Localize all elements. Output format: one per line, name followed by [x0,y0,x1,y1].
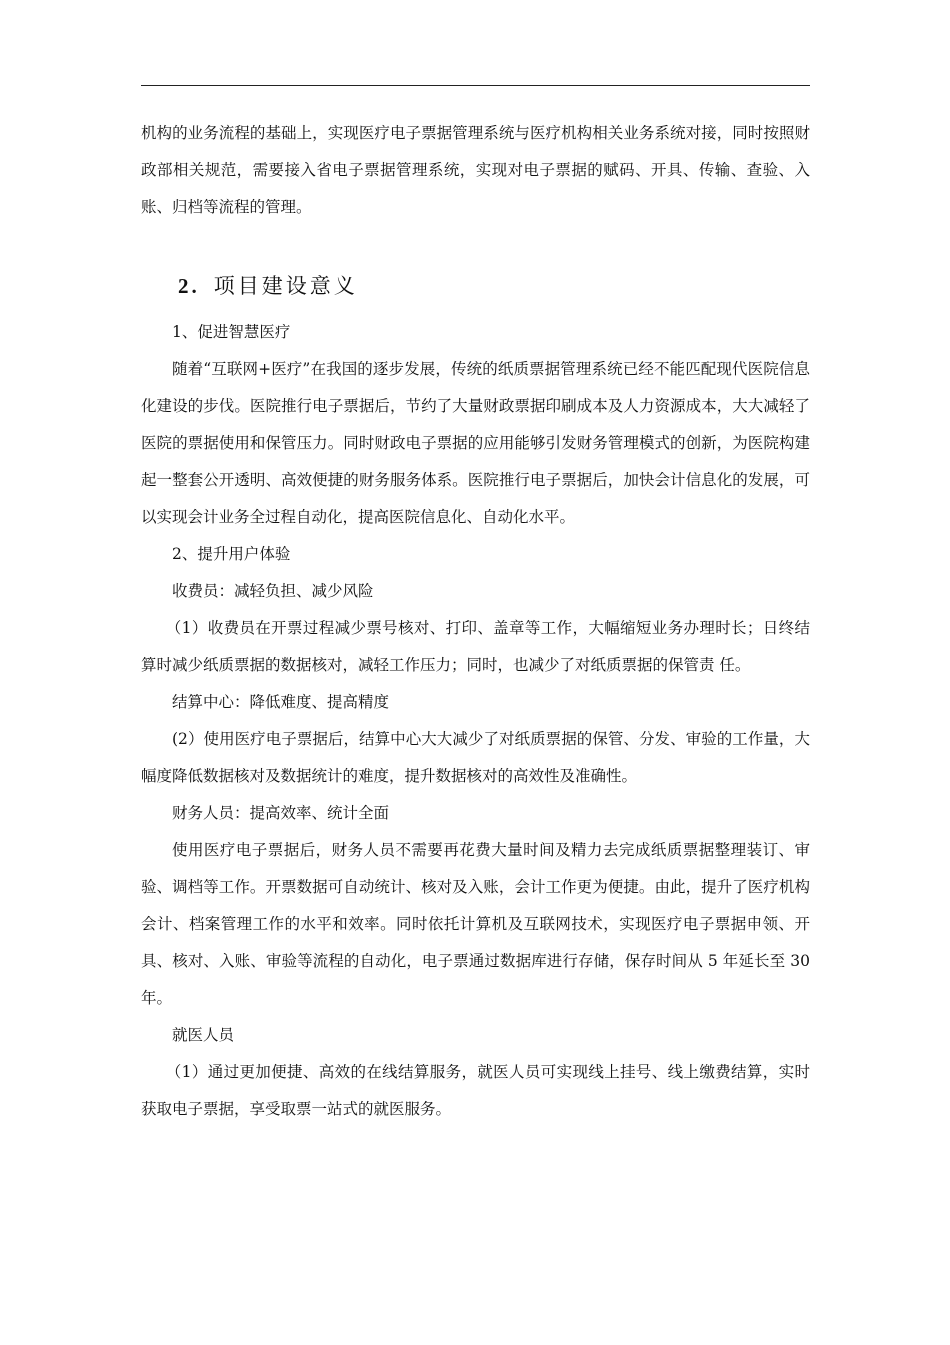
section-title: 项目建设意义 [213,274,358,298]
role-heading-patients: 就医人员 [172,1026,235,1044]
paragraph-finance-staff: 使用医疗电子票据后，财务人员不需要再花费大量时间及精力去完成纸质票据整理装订、审验、调档等工作。开票数据可自动统计、核对及入账，会计工作更为便捷。由此，提升了医疗机构会计、档案管理工作的水平和效率。同时依托计算机及互联网技术，实现医疗电子票据申领、开具、核对、入账、审验等流程的自动化，电子票通过数据库进行存储，保存时间从 5 年延长至 30 年。 [141,841,810,1007]
role-heading-cashier: 收费员：减轻负担、减少风险 [172,582,374,600]
intro-paragraph: 机构的业务流程的基础上，实现医疗电子票据管理系统与医疗机构相关业务系统对接，同时按照财政部相关规范，需要接入省电子票据管理系统，实现对电子票据的赋码、开具、传输、查验、入账、归档等流程的管理。 [141,124,810,216]
paragraph-patients: （1）通过更加便捷、高效的在线结算服务，就医人员可实现线上挂号、线上缴费结算，实时获取电子票据，享受取票一站式的就医服务。 [141,1063,810,1118]
role-heading-finance-staff: 财务人员：提高效率、统计全面 [172,804,390,822]
section-number: 2. [178,274,200,298]
paragraph-smart-medical: 随着“互联网+医疗”在我国的逐步发展，传统的纸质票据管理系统已经不能匹配现代医院信息化建设的步伐。医院推行电子票据后，节约了大量财政票据印刷成本及人力资源成本，大大减轻了医院的票据使用和保管压力。同时财政电子票据的应用能够引发财务管理模式的创新，为医院构建起一整套公开透明、高效便捷的财务服务体系。医院推行电子票据后，加快会计信息化的发展，可以实现会计业务全过程自动化，提高医院信息化、自动化水平。 [141,360,810,526]
paragraph-settlement-center: (2）使用医疗电子票据后，结算中心大大减少了对纸质票据的保管、分发、审验的工作量，大幅度降低数据核对及数据统计的难度，提升数据核对的高效性及准确性。 [141,730,810,785]
role-heading-settlement-center: 结算中心：降低难度、提高精度 [172,693,390,711]
header-rule [141,85,810,86]
section-heading [178,266,810,306]
subsection-title-smart-medical: 1、促进智慧医疗 [172,323,291,341]
paragraph-cashier: （1）收费员在开票过程减少票号核对、打印、盖章等工作，大幅缩短业务办理时长；日终结算时减少纸质票据的数据核对，减轻工作压力；同时，也减少了对纸质票据的保管责 任。 [141,619,810,674]
document-body [141,115,810,1128]
subsection-title-user-experience: 2、提升用户体验 [172,545,291,563]
